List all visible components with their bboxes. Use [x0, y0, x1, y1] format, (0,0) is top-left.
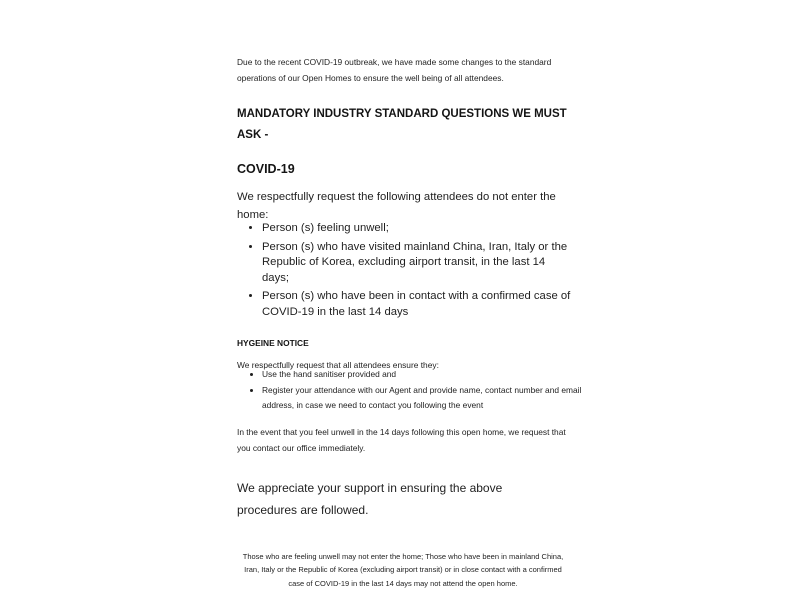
hygiene-instructions-list	[237, 367, 595, 414]
footer-summary-note: Those who are feeling unwell may not enter the home; Those who have been in mainland China, Iran, Italy or the Republic of Korea (excluding airport transit) or in close contact with a confirmed case of COVID-19 in the last 14 days may not attend the open home.	[242, 551, 564, 588]
closing-paragraph: We appreciate your support in ensuring the above procedures are followed.	[237, 481, 503, 517]
hygiene-notice-heading: HYGEINE NOTICE	[237, 338, 309, 349]
covid-request-paragraph: We respectfully request the following attendees do not enter the home:	[237, 191, 556, 221]
covid-bullet-contact: • Person (s) who have been in contact with a confirmed case of COVID-19 in the last 14 days	[262, 289, 575, 320]
hygiene-bullet-register: • Register your attendance with our Agent and provide name, contact number and email address, in case we need to contact you following the event	[262, 383, 595, 413]
covid-bullet-travel: • Person (s) who have visited mainland China, Iran, Italy or the Republic of Korea, excluding airport transit, in the last 14 days;	[262, 240, 575, 287]
hygiene-request-paragraph: We respectfully request that all attendees ensure they:	[237, 360, 439, 371]
covid-19-heading: COVID-19	[237, 162, 295, 177]
covid-bullet-unwell: • Person (s) feeling unwell;	[262, 221, 575, 237]
followup-paragraph: In the event that you feel unwell in the 14 days following this open home, we request that you contact our office immediately.	[237, 427, 566, 453]
intro-paragraph: Due to the recent COVID-19 outbreak, we have made some changes to the standard operations of our Open Homes to ensure the well being of all attendees.	[237, 57, 552, 83]
mandatory-questions-heading: MANDATORY INDUSTRY STANDARD QUESTIONS WE MUST ASK -	[237, 107, 567, 141]
hygiene-bullet-sanitiser: • Use the hand sanitiser provided and	[262, 367, 595, 382]
covid-restrictions-list	[237, 221, 575, 323]
